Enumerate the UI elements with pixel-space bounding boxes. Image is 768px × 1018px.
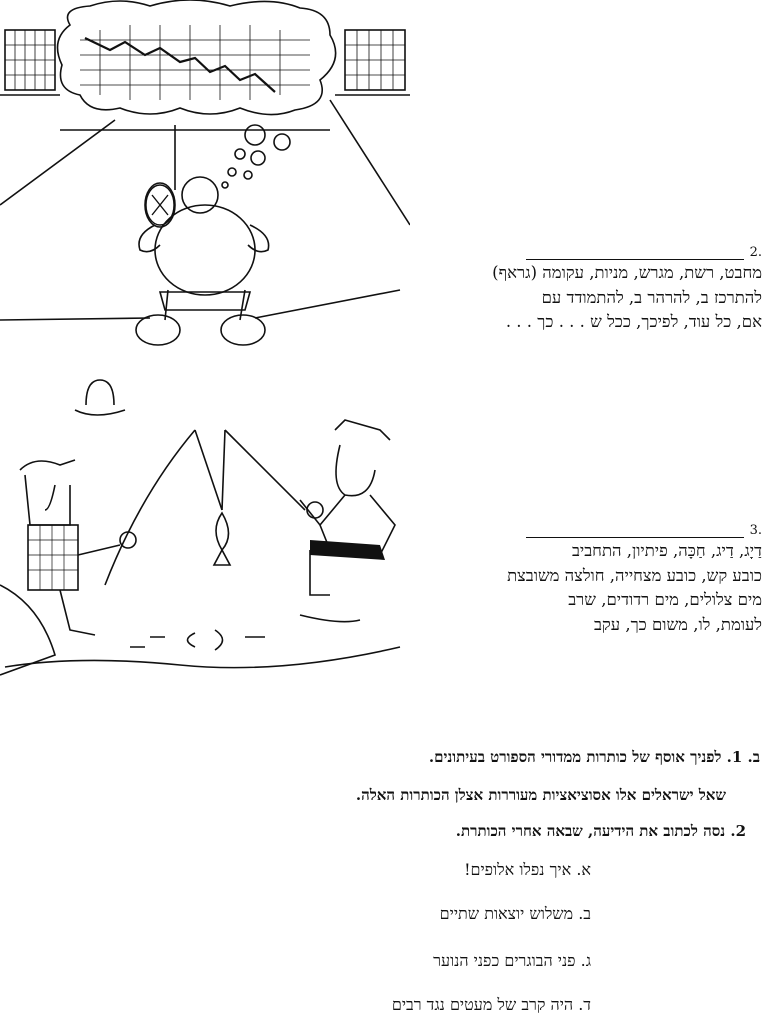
headline-item-c: ג. פני הבוגרים כפני הנוער <box>433 951 591 970</box>
section-b-instruction-1: ב. 1. לפניך אוסף של כותרות ממדורי הספורט בעיתונים. <box>428 748 760 766</box>
vocabulary-line: מחבט, רשת, מגרש, מניות, עקומה (גראף) <box>492 263 762 282</box>
vocabulary-line: אם, כל עוד, לפיכך, ככל ש . . . כך . . . <box>505 312 762 331</box>
vocabulary-line: לעומת, לו, משום כך, עקב <box>593 614 762 634</box>
vocabulary-line: מים צלולים, מים רדודים, שרב <box>568 590 762 609</box>
exercise-3 <box>422 516 762 636</box>
headline-item-a: א. איך נפלו אלופים! <box>464 860 591 879</box>
fishing-illustration <box>0 375 410 685</box>
answer-line[interactable] <box>526 245 744 260</box>
vocabulary-line: להתרכז ב, להרהר ב, להתמודד עם <box>541 287 762 307</box>
section-b-instruction-3: 2. נסה לכתוב את הידיעה, שבאה אחרי הכותרת. <box>455 822 746 840</box>
tennis-illustration <box>0 0 410 365</box>
exercise-number: .2 <box>749 245 762 260</box>
answer-line[interactable] <box>526 523 744 538</box>
vocabulary-line: דַיָג, דַיג, חַכָּה, פיתיון, התחביב <box>571 541 762 560</box>
headline-item-b: ב. משלוש יוצאות שתיים <box>439 904 591 923</box>
vocabulary-line: כובע קש, כובע מצחייה, חולצה משובצת <box>507 565 762 585</box>
exercise-number: .3 <box>749 523 762 538</box>
exercise-2 <box>422 238 762 334</box>
headline-item-d: ד. היה קרב של מעטים נגד רבים <box>391 995 591 1014</box>
section-b-instruction-2: שאל ישראלים אלו אסוציאציות מעוררות אצלן הכותרות האלה. <box>355 786 726 804</box>
